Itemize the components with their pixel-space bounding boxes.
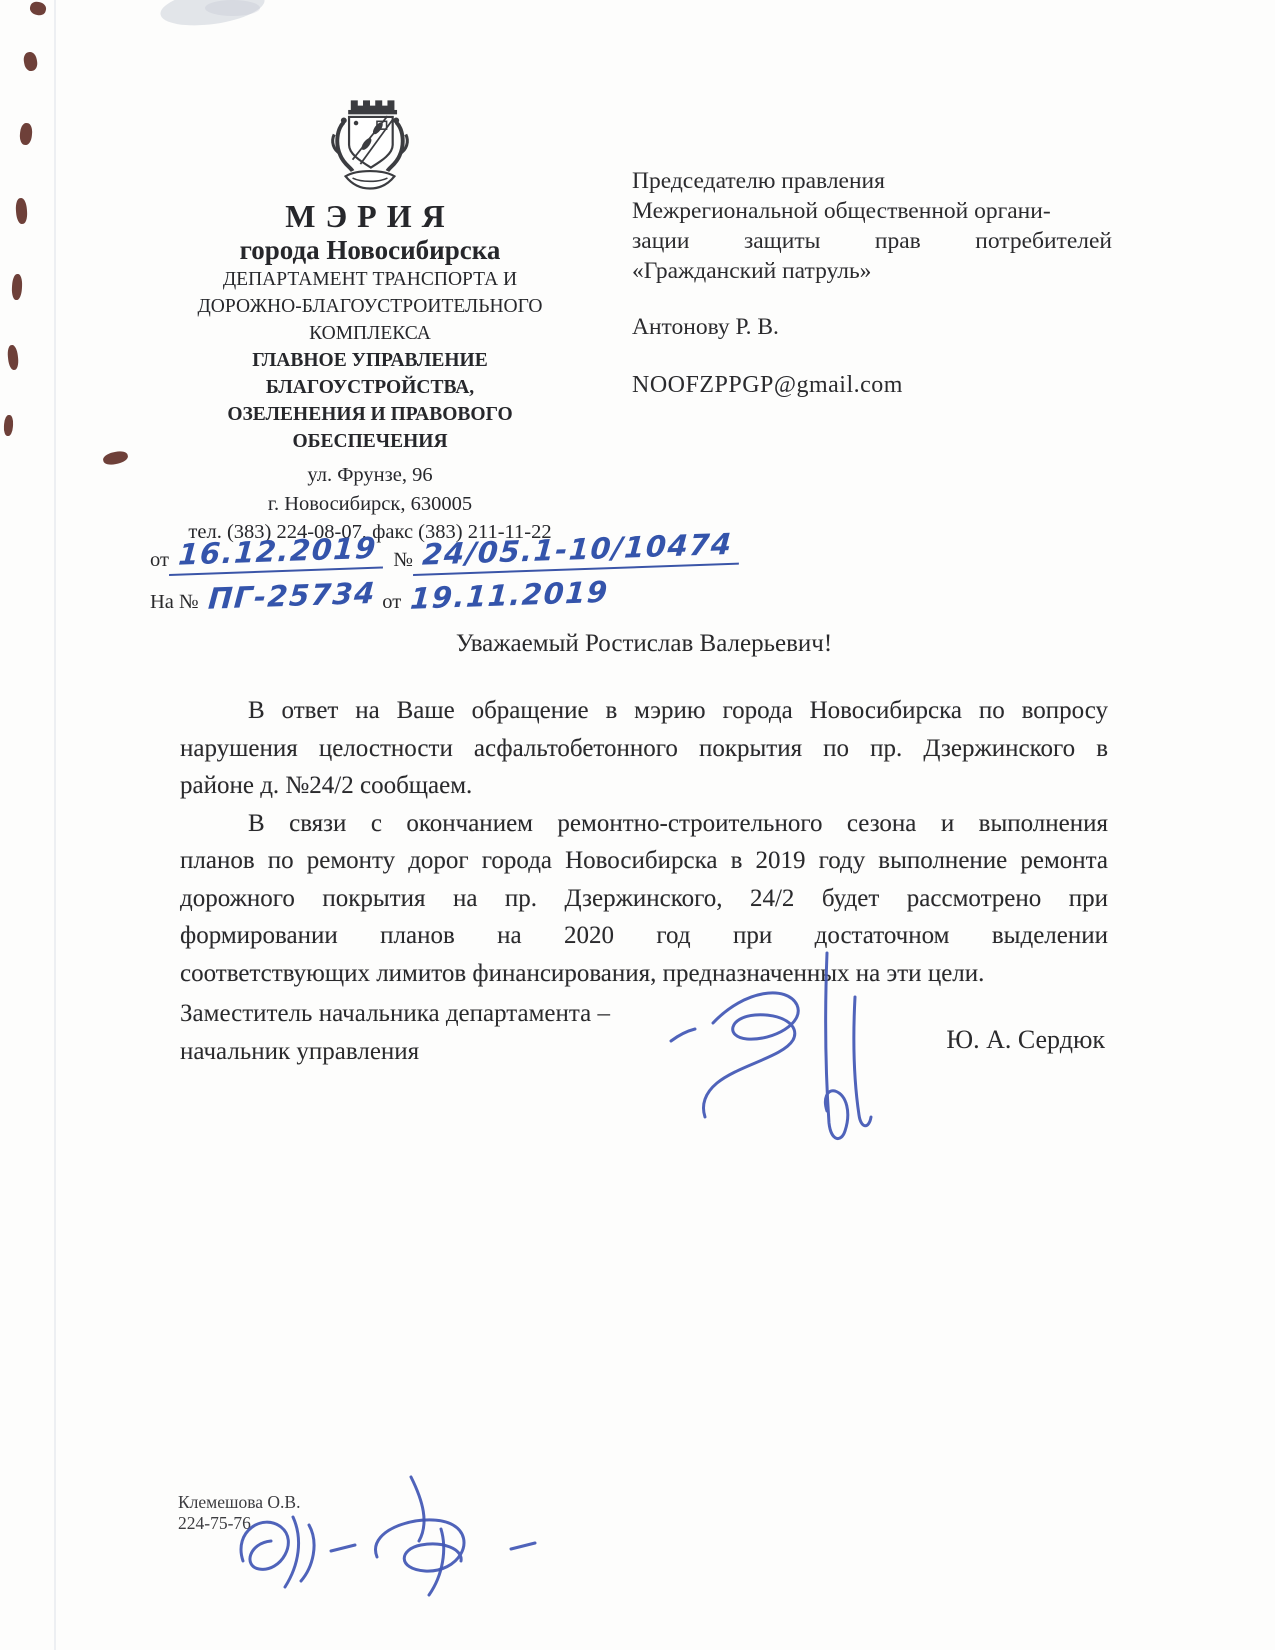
address-street: ул. Фрунзе, 96	[307, 464, 433, 486]
recipient-email: NOOFZPPGP@gmail.com	[632, 372, 903, 398]
handwritten-incoming-number: ПГ-25734	[206, 575, 377, 616]
body-line: районе д. №24/2 сообщаем.	[180, 772, 473, 799]
department-line: ДОРОЖНО-БЛАГОУСТРОИТЕЛЬНОГО	[197, 296, 543, 317]
reply-from-label: от	[382, 591, 402, 613]
body-line: формировании планов на 2020 год при достаточном выделении	[180, 922, 1108, 949]
division-line: ОБЕСПЕЧЕНИЯ	[292, 431, 448, 452]
novosibirsk-coat-of-arms-icon	[324, 96, 416, 192]
division-line: ГЛАВНОЕ УПРАВЛЕНИЕ	[252, 350, 488, 371]
signer-title-line: начальник управления	[180, 1037, 420, 1065]
recipient-line: зации защиты прав потребителей	[632, 228, 1112, 254]
scan-smudge	[205, 0, 260, 16]
handwritten-signature	[655, 945, 895, 1150]
salutation: Уважаемый Ростислав Валерьевич!	[455, 630, 833, 657]
handwritten-date: 16.12.2019	[169, 530, 386, 576]
recipient-line: Межрегиональной общественной органи-	[632, 198, 1051, 224]
letterhead	[140, 96, 600, 547]
division-line: ОЗЕЛЕНЕНИЯ И ПРАВОВОГО	[227, 404, 513, 425]
body-line: В связи с окончанием ремонтно-строительного сезона и выполнения	[248, 809, 1108, 837]
scan-artifact	[11, 274, 22, 300]
signer-name: Ю. А. Сердюк	[946, 1025, 1105, 1054]
body-line: планов по ремонту дорог города Новосибирска в 2019 году выполнение ремонта	[180, 847, 1108, 874]
org-name-main: МЭРИЯ	[285, 198, 455, 234]
scan-fold-line	[54, 0, 56, 1650]
address-city: г. Новосибирск, 630005	[267, 492, 473, 515]
phone-fax-line: тел. (383) 224-08-07, факс (383) 211-11-22	[188, 521, 552, 543]
body-line: дорожного покрытия на пр. Дзержинского, 24/2 будет рассмотрено при	[180, 884, 1108, 912]
scan-artifact	[7, 345, 20, 371]
scan-artifact	[15, 198, 28, 225]
reply-to-label: На №	[150, 591, 199, 613]
recipient-line: «Гражданский патруль»	[632, 258, 872, 284]
department-line: ДЕПАРТАМЕНТ ТРАНСПОРТА И	[222, 269, 518, 290]
body-line: соответствующих лимитов финансирования, предназначенных на эти цели.	[180, 959, 985, 987]
letter-body	[180, 692, 1108, 992]
org-name-city: города Новосибирска	[239, 235, 501, 265]
executor-name: Клемешова О.В.	[178, 1492, 301, 1512]
scan-artifact	[3, 415, 13, 437]
recipient-name: Антонову Р. В.	[632, 314, 779, 340]
scan-artifact	[29, 0, 48, 17]
signer-title-line: Заместитель начальника департамента –	[180, 1000, 610, 1027]
number-label: №	[393, 549, 413, 571]
recipient-line: Председателю правления	[632, 168, 885, 194]
executor-phone: 224-75-76	[178, 1513, 251, 1533]
handwritten-number: 24/05.1-10/10474	[413, 526, 742, 576]
recipient-block	[632, 166, 1112, 400]
body-line: В ответ на Ваше обращение в мэрию города Новосибирска по вопросу	[248, 697, 1108, 724]
handwritten-incoming-date: 19.11.2019	[409, 574, 611, 616]
footer-handwritten-signatures	[215, 1465, 550, 1615]
scan-artifact	[22, 51, 38, 72]
scan-artifact	[102, 450, 129, 467]
from-label: от	[150, 549, 169, 571]
scan-artifact	[19, 123, 33, 146]
department-line: КОМПЛЕКСА	[309, 323, 431, 344]
body-line: нарушения целостности асфальтобетонного покрытия по пр. Дзержинского в	[180, 734, 1108, 762]
outgoing-reference-row	[150, 526, 739, 576]
division-line: БЛАГОУСТРОЙСТВА,	[265, 377, 475, 398]
incoming-reference-row	[150, 572, 616, 618]
signer-title	[180, 995, 610, 1070]
